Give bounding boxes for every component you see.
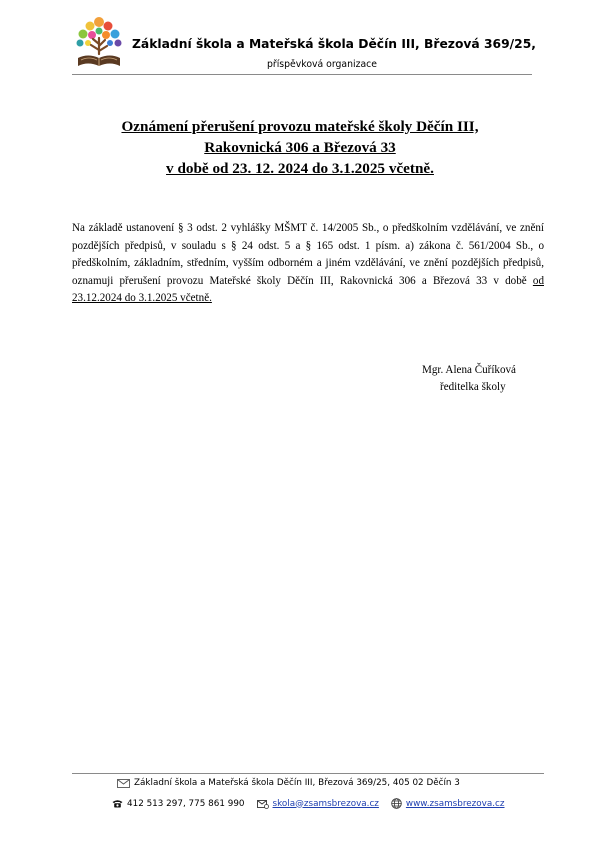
footer-divider — [72, 773, 544, 774]
title-line-2: Rakovnická 306 a Březová 33 — [204, 139, 396, 156]
footer-web-link[interactable]: www.zsamsbrezova.cz — [405, 798, 505, 809]
notice-body — [72, 220, 544, 308]
tree-book-logo-icon — [72, 14, 126, 76]
school-name: Základní škola a Mateřská škola Děčín III, Březová 369/25, — [132, 37, 536, 51]
signature-role: ředitelka školy — [440, 380, 506, 393]
notice-title — [60, 116, 540, 179]
envelope-icon — [117, 779, 130, 788]
signature-name: Mgr. Alena Čuříková — [422, 364, 516, 376]
footer-address: Základní škola a Mateřská škola Děčín III, Březová 369/25, 405 02 Děčín 3 — [134, 778, 460, 788]
body-date-range: od 23.12.2024 do 3.1.2025 včetně. — [72, 274, 544, 304]
school-type: příspěvková organizace — [267, 59, 377, 70]
title-line-3: v době od 23. 12. 2024 do 3.1.2025 včetně. — [166, 160, 434, 177]
phone-icon — [112, 799, 123, 808]
footer-address-line — [117, 778, 460, 788]
footer-email-link[interactable]: skola@zsamsbrezova.cz — [272, 798, 379, 809]
footer-phone: 412 513 297, 775 861 990 — [127, 798, 245, 809]
header-divider — [72, 74, 532, 75]
footer-contact-line — [112, 798, 505, 809]
signature-block — [400, 362, 550, 395]
email-icon — [257, 799, 269, 809]
title-line-1: Oznámení přerušení provozu mateřské školy Děčín III, — [121, 118, 479, 135]
globe-icon — [391, 798, 402, 809]
body-text: Na základě ustanovení § 3 odst. 2 vyhlášky MŠMT č. 14/2005 Sb., o předškolním vzdělávání, ve znění pozdějších předpisů, v souladu s § 24 odst. 5 a § 165 odst. 1 písm. a) zákona č. 561/2004 Sb., o předškolním, základním, středním, vyšším odborném a jiném vzdělávání, ve znění pozdějších předpisů, oznamuji přerušení provozu Mateřské školy Děčín III, Rakovnická 306 a Březová 33 v době — [72, 222, 544, 287]
